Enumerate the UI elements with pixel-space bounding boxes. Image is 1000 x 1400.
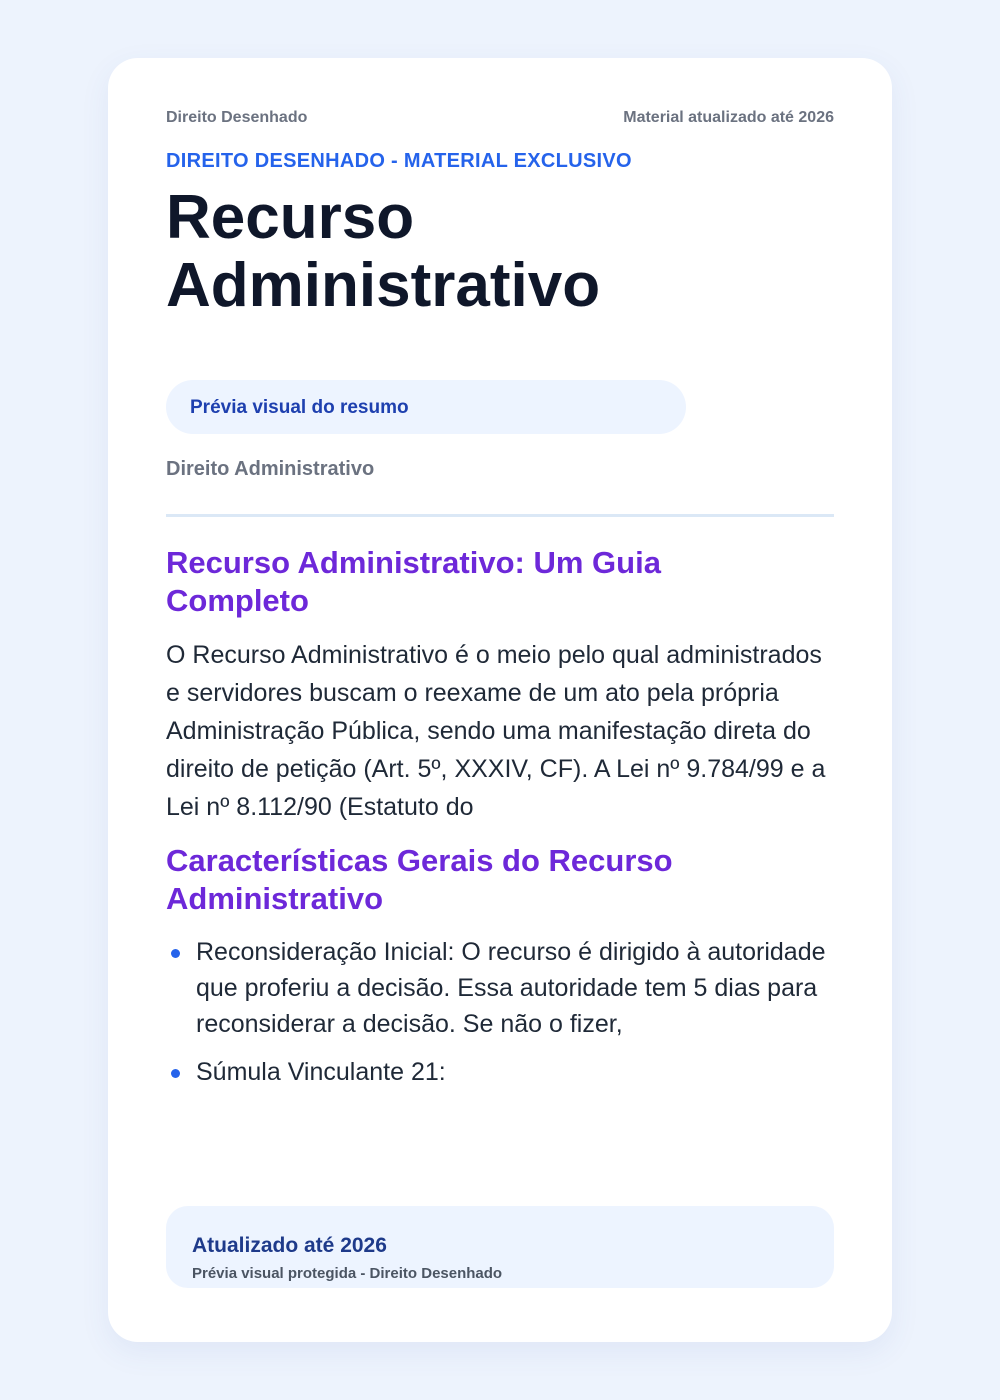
- section-heading-characteristics: Características Gerais do Recurso Administrativo: [166, 843, 673, 916]
- list-item: [166, 934, 834, 1042]
- footer-subtitle: Prévia visual protegida - Direito Desenhado: [192, 1265, 503, 1282]
- bullet-dot-icon: [171, 1069, 180, 1078]
- document-content: [166, 58, 834, 1342]
- preview-pill: [166, 380, 686, 434]
- bullet-dot-icon: [171, 949, 180, 958]
- characteristics-list: [166, 934, 834, 1090]
- page-title: Recurso Administrativo: [166, 183, 601, 320]
- footer-title: Atualizado até 2026: [192, 1234, 387, 1257]
- divider: [166, 514, 834, 517]
- kicker-label: DIREITO DESENHADO - MATERIAL EXCLUSIVO: [166, 150, 632, 172]
- document-card: [108, 58, 892, 1342]
- preview-pill-label: Prévia visual do resumo: [190, 397, 409, 418]
- updated-note: Material atualizado até 2026: [623, 109, 834, 126]
- footer-box: [166, 1206, 834, 1288]
- section-paragraph: O Recurso Administrativo é o meio pelo qual administrados e servidores buscam o reexame de um ato pela própria Administração Pública, sendo uma manifestação direta do direito de petição (Art. 5º, XXXIV, CF). A Lei nº 9.784/99 e a Lei nº 8.112/90 (Estatuto do: [166, 641, 826, 821]
- list-item: [166, 1054, 834, 1090]
- subject-label: Direito Administrativo: [166, 458, 375, 480]
- list-item-text: Reconsideração Inicial: O recurso é dirigido à autoridade que proferiu a decisão. Essa autoridade tem 5 dias para reconsiderar a decisão. Se não o fizer,: [196, 938, 826, 1038]
- list-item-text: Súmula Vinculante 21:: [196, 1058, 446, 1086]
- section-heading-guide: Recurso Administrativo: Um Guia Completo: [166, 545, 661, 618]
- brand-label: Direito Desenhado: [166, 109, 308, 126]
